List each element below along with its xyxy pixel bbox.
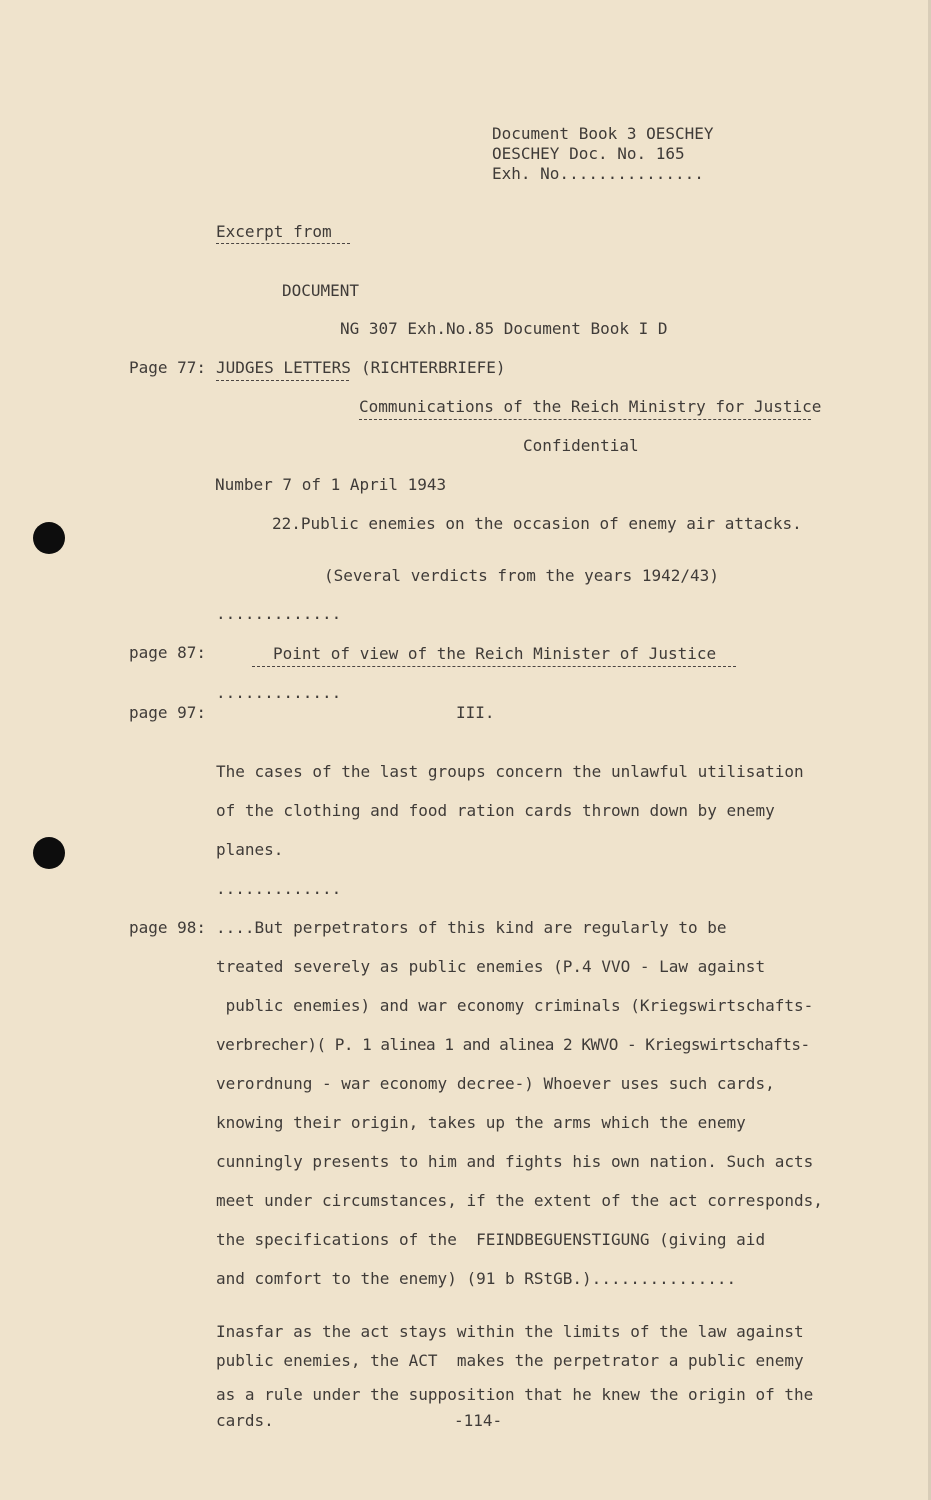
closing-line: public enemies, the ACT makes the perpetrator a public enemy <box>216 1351 804 1370</box>
closing-last-line: cards. <box>216 1411 274 1430</box>
page-98-line: the specifications of the FEINDBEGUENSTIGUNG (giving aid <box>216 1230 766 1249</box>
confidential-label: Confidential <box>523 436 639 455</box>
page-98-line: meet under circumstances, if the extent of the act corresponds, <box>216 1191 823 1210</box>
communications-heading: Communications of the Reich Ministry for Justice <box>359 397 822 416</box>
punch-hole <box>33 837 65 869</box>
header-doc-number: OESCHEY Doc. No. 165 <box>492 144 685 163</box>
page-97-line: The cases of the last groups concern the unlawful utilisation <box>216 762 804 781</box>
reich-minister-underline <box>252 666 736 667</box>
page-77-label: Page 77: <box>129 358 207 377</box>
page-87-label: page 87: <box>129 643 207 662</box>
page-98-line: cunningly presents to him and fights his own nation. Such acts <box>216 1152 814 1171</box>
header-document-book: Document Book 3 OESCHEY <box>492 124 714 143</box>
judges-letters-german: (RICHTERBRIEFE) <box>361 358 506 377</box>
verdicts-note: (Several verdicts from the years 1942/43) <box>324 566 719 585</box>
judges-letters-underline <box>216 380 349 381</box>
closing-line: as a rule under the supposition that he knew the origin of the <box>216 1385 814 1404</box>
ellipsis-separator: ............. <box>216 604 342 623</box>
document-reference: NG 307 Exh.No.85 Document Book I D <box>340 319 668 338</box>
section-numeral: III. <box>456 703 495 722</box>
page-98-label: page 98: <box>129 918 207 937</box>
judges-letters-title: JUDGES LETTERS <box>216 358 351 377</box>
page-98-line: verbrecher)( P. 1 alinea 1 and alinea 2 KWVO - Kriegswirtschafts- <box>216 1035 810 1054</box>
closing-line: Inasfar as the act stays within the limits of the law against <box>216 1322 804 1341</box>
page-98-line: treated severely as public enemies (P.4 VVO - Law against <box>216 957 766 976</box>
page-97-label: page 97: <box>129 703 207 722</box>
page-98-line: public enemies) and war economy criminals (Kriegswirtschafts- <box>216 996 814 1015</box>
header-exhibit-number: Exh. No............... <box>492 164 704 183</box>
reich-minister-heading: Point of view of the Reich Minister of Justice <box>273 644 717 663</box>
item-22-heading: 22.Public enemies on the occasion of enemy air attacks. <box>272 514 802 533</box>
excerpt-underline <box>216 243 350 244</box>
punch-hole <box>33 522 65 554</box>
page-98-line: verordnung - war economy decree-) Whoever uses such cards, <box>216 1074 775 1093</box>
excerpt-label: Excerpt from <box>216 222 332 241</box>
page-number: -114- <box>454 1411 503 1430</box>
communications-underline <box>359 419 811 420</box>
page-98-line: and comfort to the enemy) (91 b RStGB.)............... <box>216 1269 737 1288</box>
page-98-line: knowing their origin, takes up the arms which the enemy <box>216 1113 746 1132</box>
ellipsis-separator: ............. <box>216 879 342 898</box>
page-97-line: planes. <box>216 840 284 859</box>
ellipsis-separator: ............. <box>216 683 342 702</box>
document-label: DOCUMENT <box>282 281 360 300</box>
page-97-line: of the clothing and food ration cards thrown down by enemy <box>216 801 775 820</box>
page-98-line: ....But perpetrators of this kind are regularly to be <box>216 918 727 937</box>
issue-number: Number 7 of 1 April 1943 <box>215 475 447 494</box>
